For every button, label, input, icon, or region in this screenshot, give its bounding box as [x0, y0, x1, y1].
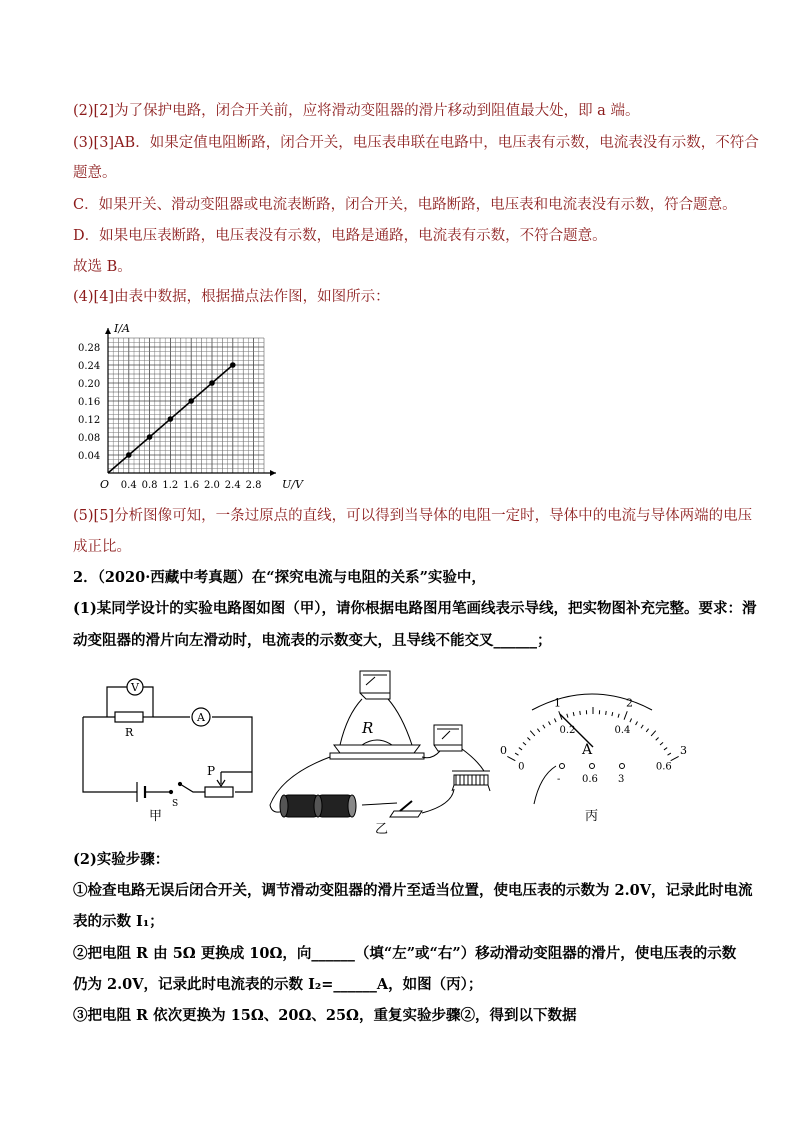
dial-tick	[507, 756, 515, 760]
dial-tick	[567, 714, 568, 718]
step-3: ③把电阻 R 依次更换为 15Ω、20Ω、25Ω，重复实验步骤②，得到以下数据	[73, 1007, 577, 1024]
y-tick-label: 0.04	[78, 451, 101, 462]
dial-outer-label: 3	[680, 744, 688, 758]
data-point	[147, 434, 153, 440]
dial-tick	[612, 712, 613, 716]
solution-step-3e: 故选 B。	[73, 259, 132, 275]
step-1a: ①检查电路无误后闭合开关，调节滑动变阻器的滑片至适当位置，使电压表的示数为 2.0V，记录此时电流	[73, 882, 753, 899]
data-point	[209, 380, 215, 386]
solution-step-4: (4)[4]由表中数据，根据描点法作图，如图所示：	[73, 289, 390, 305]
slider-label: P	[207, 764, 216, 778]
y-tick-label: 0.28	[78, 343, 101, 354]
x-tick-label: 2.8	[245, 480, 262, 491]
origin-label: O	[100, 478, 110, 491]
resistor-label: R	[125, 726, 134, 739]
dial-tick	[543, 725, 545, 728]
dial-tick	[618, 714, 619, 718]
step-1b: 表的示数 I₁；	[73, 913, 164, 930]
x-axis-arrow	[270, 470, 276, 476]
dial-tick	[668, 753, 671, 755]
dial-tick	[636, 721, 638, 725]
dial-tick	[656, 737, 659, 740]
x-tick-label: 1.6	[183, 480, 200, 491]
data-point	[168, 416, 174, 422]
data-point	[188, 398, 194, 404]
figure-bing-ammeter	[499, 680, 688, 824]
y-axis-label: I/A	[114, 322, 130, 335]
y-tick-label: 0.16	[78, 397, 101, 408]
question-2-part1b: 动变阻器的滑片向左滑动时，电流表的示数变大，且导线不能交叉______；	[73, 632, 552, 649]
dial-inner-label: 0.2	[559, 725, 576, 737]
dial-tick	[606, 711, 607, 715]
x-tick-label: 2.0	[204, 480, 220, 491]
solution-step-5b: 成正比。	[73, 539, 131, 555]
figure-jia-caption: 甲	[149, 809, 163, 824]
dial-tick	[646, 729, 648, 732]
figure-jia-circuit	[75, 672, 260, 822]
step-2b: 仍为 2.0V，记录此时电流表的示数 I₂=______A，如图（丙）；	[73, 976, 483, 993]
steps-title: (2)实验步骤：	[73, 851, 170, 868]
dial-tick	[523, 742, 526, 745]
figure-yi-apparatus	[262, 665, 497, 837]
data-point	[230, 362, 236, 368]
dial-outer-label: 2	[625, 696, 633, 710]
data-point	[126, 452, 132, 458]
dial-outer-label: 0	[499, 744, 507, 758]
dial-tick	[630, 718, 632, 722]
dial-tick	[515, 753, 518, 755]
dial-tick	[530, 731, 535, 736]
dial-inner-label: 0.4	[614, 725, 631, 737]
solution-step-3d: D．如果电压表断路，电压表没有示数，电路是通路，电流表有示数，不符合题意。	[73, 228, 607, 244]
x-tick-label: 0.4	[120, 480, 137, 491]
iu-chart	[70, 318, 315, 493]
voltmeter-label: V	[131, 681, 139, 694]
figure-yi-caption: 乙	[375, 822, 389, 837]
x-tick-label: 1.2	[162, 480, 179, 491]
terminal-0-6: 0.6	[582, 774, 598, 785]
question-2-part1a: (1)某同学设计的实验电路图如图（甲），请你根据电路图用笔画线表示导线，把实物图补充完整。要求：滑	[73, 600, 757, 617]
dial-tick	[624, 711, 627, 719]
dial-inner-label: 0	[518, 761, 525, 773]
dial-tick	[527, 737, 530, 740]
terminal-minus: -	[557, 774, 561, 785]
y-tick-label: 0.24	[78, 361, 101, 372]
solution-step-5a: (5)[5]分析图像可知，一条过原点的直线，可以得到当导体的电阻一定时，导体中的电流与导体两端的电压	[73, 508, 753, 524]
terminal-3: 3	[618, 774, 625, 785]
dial-inner-label: 0.6	[655, 761, 672, 773]
dial-tick	[671, 756, 679, 760]
dial-tick	[554, 718, 556, 722]
switch-label: S	[172, 799, 179, 809]
figure-bing-caption: 丙	[585, 809, 599, 824]
solution-step-3c: C．如果开关、滑动变阻器或电流表断路，闭合开关，电路断路，电压表和电流表没有示数，符合题意。	[73, 197, 737, 213]
dial-meter-label: A	[582, 742, 593, 758]
dial-tick	[651, 731, 656, 736]
dial-tick	[573, 712, 574, 716]
dial-tick	[537, 729, 539, 732]
dial-tick	[641, 725, 643, 728]
yi-resistor-label: R	[362, 719, 374, 737]
dial-tick	[664, 748, 667, 750]
chart-series	[108, 362, 236, 473]
dial-tick	[660, 742, 663, 745]
solution-step-3b: 题意。	[73, 165, 117, 181]
y-tick-label: 0.20	[78, 379, 101, 390]
x-tick-label: 2.4	[224, 480, 241, 491]
dial-outer-label: 1	[554, 696, 562, 710]
dial-tick	[519, 748, 522, 750]
solution-step-3a: (3)[3]AB．如果定值电阻断路，闭合开关，电压表串联在电路中，电压表有示数，电流表没有示数，不符合	[73, 135, 759, 151]
solution-step-2: (2)[2]为了保护电路，闭合开关前，应将滑动变阻器的滑片移动到阻值最大处，即 a 端。	[73, 103, 640, 119]
y-tick-label: 0.12	[78, 415, 101, 426]
y-tick-label: 0.08	[78, 433, 101, 444]
x-tick-label: 0.8	[141, 480, 158, 491]
dial-tick	[580, 711, 581, 715]
x-axis-label: U/V	[282, 478, 303, 491]
dial-tick	[548, 721, 550, 725]
ammeter-label: A	[197, 711, 205, 724]
y-axis-arrow	[105, 328, 111, 334]
question-2-header: 2．（2020·西藏中考真题）在“探究电流与电阻的关系”实验中，	[73, 569, 486, 586]
step-2a: ②把电阻 R 由 5Ω 更换成 10Ω，向______（填“左”或“右”）移动滑动变阻器的滑片，使电压表的示数	[73, 945, 737, 962]
